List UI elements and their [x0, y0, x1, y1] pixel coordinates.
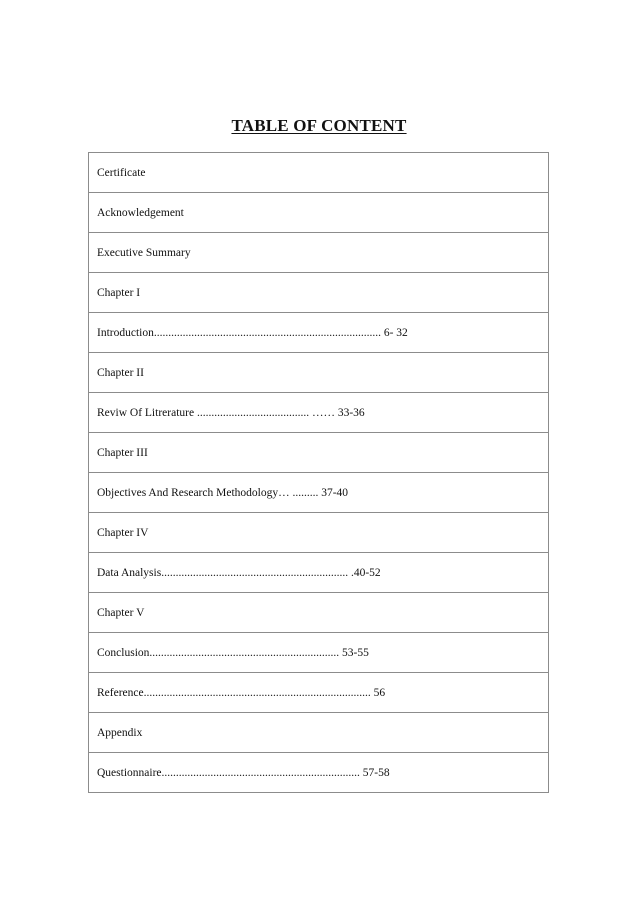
- toc-entry-conclusion: Conclusion.................................................................. 53-55: [89, 633, 549, 673]
- table-row: [89, 513, 549, 553]
- table-row: [89, 633, 549, 673]
- page-title: TABLE OF CONTENT: [231, 116, 407, 135]
- table-row: [89, 353, 549, 393]
- toc-entry-chapter-5: Chapter V: [89, 593, 549, 633]
- toc-entry-questionnaire: Questionnaire..................................................................... 57-58: [89, 753, 549, 793]
- table-row: [89, 473, 549, 513]
- table-row: [89, 753, 549, 793]
- table-row: [89, 313, 549, 353]
- toc-entry-literature-review: Reviw Of Litrerature ....................................... …… 33-36: [89, 393, 549, 433]
- toc-entry-chapter-2: Chapter II: [89, 353, 549, 393]
- table-row: [89, 593, 549, 633]
- toc-entry-executive-summary: Executive Summary: [89, 233, 549, 273]
- toc-entry-chapter-3: Chapter III: [89, 433, 549, 473]
- toc-entry-acknowledgement: Acknowledgement: [89, 193, 549, 233]
- table-row: [89, 273, 549, 313]
- toc-entry-chapter-1: Chapter I: [89, 273, 549, 313]
- table-row: [89, 193, 549, 233]
- table-row: [89, 673, 549, 713]
- toc-entry-certificate: Certificate: [89, 153, 549, 193]
- table-row: [89, 393, 549, 433]
- table-row: [89, 433, 549, 473]
- table-row: [89, 233, 549, 273]
- toc-entry-appendix: Appendix: [89, 713, 549, 753]
- table-row: [89, 713, 549, 753]
- toc-entry-data-analysis: Data Analysis................................................................. .40-52: [89, 553, 549, 593]
- toc-table: [88, 152, 549, 793]
- toc-entry-reference: Reference............................................................................... 56: [89, 673, 549, 713]
- toc-entry-chapter-4: Chapter IV: [89, 513, 549, 553]
- toc-entry-introduction: Introduction............................................................................... 6- 32: [89, 313, 549, 353]
- toc-entry-objectives-methodology: Objectives And Research Methodology… ......... 37-40: [89, 473, 549, 513]
- table-row: [89, 553, 549, 593]
- table-row: [89, 153, 549, 193]
